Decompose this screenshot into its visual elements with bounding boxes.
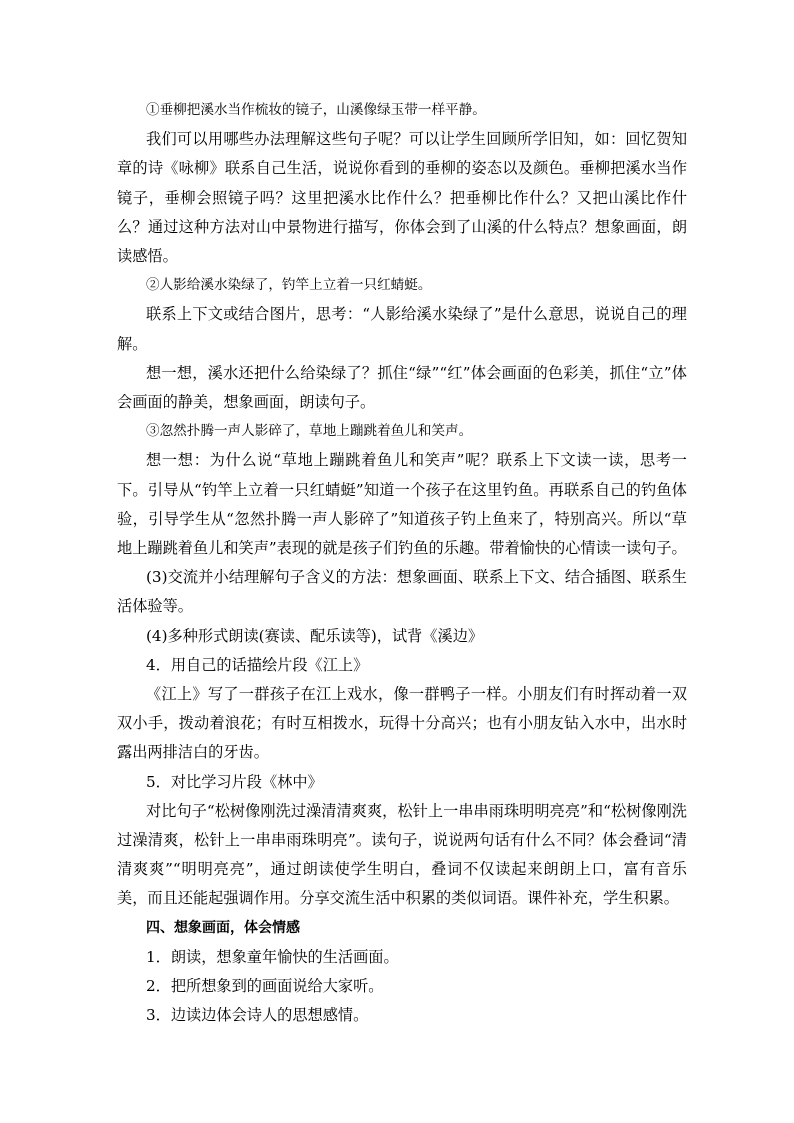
paragraph-reading: (4)多种形式朗读(赛读、配乐读等)，试背《溪边》 — [146, 626, 484, 645]
heading-jiangshang: 4．用自己的话描绘片段《江上》 — [146, 655, 369, 674]
document-body — [117, 96, 687, 1031]
example-sentence-1: ①垂柳把溪水当作梳妆的镜子，山溪像绿玉带一样平静。 — [146, 102, 486, 118]
paragraph-method-3: 想一想：为什么说“草地上蹦跳着鱼儿和笑声”呢？联系上下文读一读，思考一下。引导从“钓竿上立着一只红蜻蜓”知道一个孩子在这里钓鱼。再联系自己的钓鱼体验，引导学生从“忽然扑腾一声人影碎了”知道孩子钓上鱼来了，特别高兴。所以“草地上蹦跳着鱼儿和笑声”表现的就是孩子们钓鱼的乐趣。带着愉快的心情读一读句子。 — [117, 451, 687, 558]
paragraph-summary: (3)交流并小结理解句子含义的方法：想象画面、联系上下文、结合插图、联系生活体验等。 — [117, 568, 687, 616]
paragraph-method-2b: 想一想，溪水还把什么给染绿了？抓住“绿”“红”体会画面的色彩美，抓住“立”体会画面的静美，想象画面，朗读句子。 — [117, 363, 687, 412]
example-sentence-3: ③忽然扑腾一声人影碎了，草地上蹦跳着鱼儿和笑声。 — [146, 423, 473, 440]
list-item-3: 3．边读边体会诗人的思想感情。 — [146, 1006, 369, 1025]
paragraph-linzhong: 对比句子“松树像刚洗过澡清清爽爽，松针上一串串雨珠明明亮亮”和“松树像刚洗过澡清爽，松针上一串串雨珠明亮”。读句子，说说两句话有什么不同？体会叠词“清清爽爽”“明明亮亮”，通过朗读使学生明白，叠词不仅读起来朗朗上口，富有音乐美，而且还能起强调作用。分享交流生活中积累的类似词语。课件补充，学生积累。 — [117, 801, 687, 908]
paragraph-method-2a: 联系上下文或结合图片，思考：“人影给溪水染绿了”是什么意思，说说自己的理解。 — [117, 305, 687, 353]
section-heading-four: 四、想象画面，体会情感 — [146, 919, 300, 936]
heading-linzhong: 5．对比学习片段《林中》 — [146, 772, 323, 791]
example-sentence-2: ②人影给溪水染绿了，钓竿上立着一只红蜻蜓。 — [146, 277, 432, 294]
list-item-1: 1．朗读，想象童年愉快的生活画面。 — [146, 947, 399, 966]
paragraph-jiangshang: 《江上》写了一群孩子在江上戏水，像一群鸭子一样。小朋友们有时挥动着一双双小手，拨动着浪花；有时互相拨水，玩得十分高兴；也有小朋友钻入水中，出水时露出两排洁白的牙齿。 — [117, 685, 687, 762]
list-item-2: 2．把所想象到的画面说给大家听。 — [146, 977, 384, 996]
paragraph-method-1: 我们可以用哪些办法理解这些句子呢？可以让学生回顾所学旧知，如：回忆贺知章的诗《咏柳》联系自己生活，说说你看到的垂柳的姿态以及颜色。垂柳把溪水当作镜子，垂柳会照镜子吗？这里把溪水比作什么？把垂柳比作什么？又把山溪比作什么？通过这种方法对山中景物进行描写，你体会到了山溪的什么特点？想象画面，朗读感悟。 — [117, 130, 687, 266]
